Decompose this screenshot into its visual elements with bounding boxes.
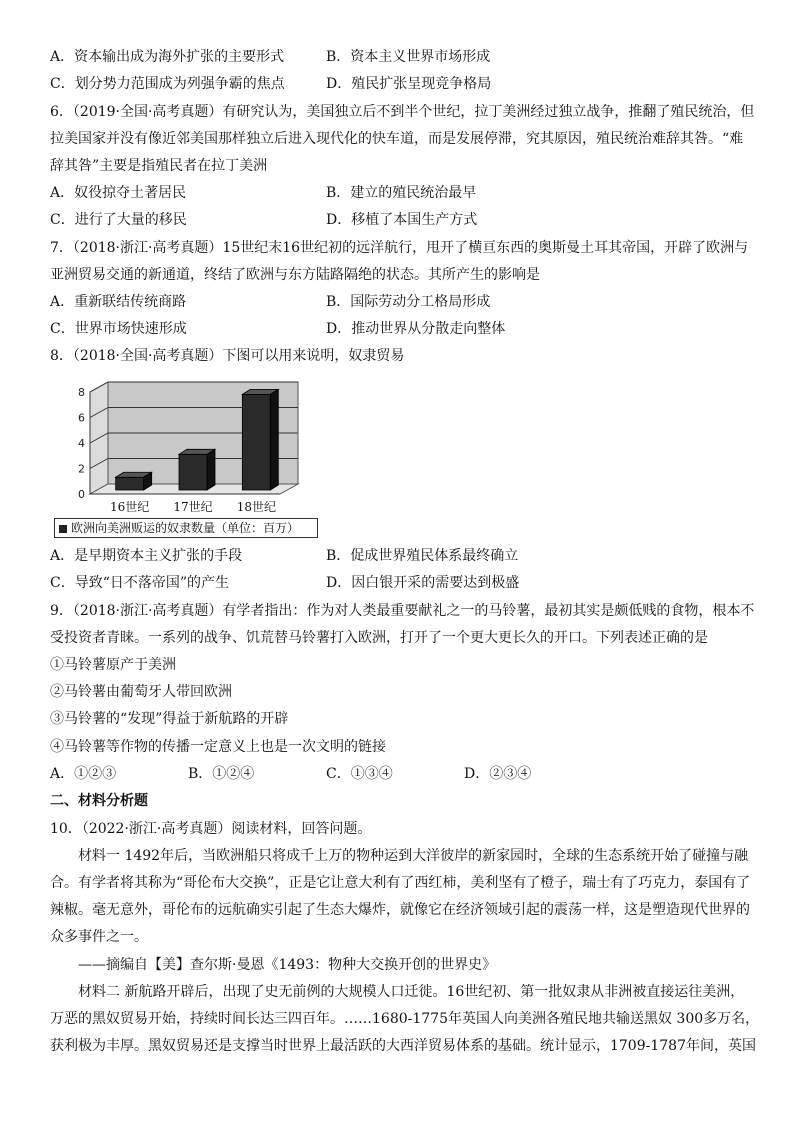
q7-option-a[interactable]: A．重新联结传统商路 <box>50 294 187 310</box>
q9-statement-2: ②马铃薯由葡萄牙人带回欧洲 <box>50 684 232 700</box>
q9-option-a[interactable]: A．①②③ <box>50 766 117 782</box>
chart-y-tick-label: 4 <box>78 437 85 450</box>
chart-bar <box>242 394 270 490</box>
chart-y-tick-label: 6 <box>78 411 85 425</box>
q10-material2-line-3: 获利极为丰厚。黑奴贸易还是支撑当时世界上最活跃的大西洋贸易体系的基础。统计显示，1709-1787年间，英国 <box>50 1038 756 1054</box>
chart-bar-side <box>270 389 278 490</box>
q8-options-row-1 <box>50 546 760 568</box>
q6-stem-line-3: 辞其咎”主要是指殖民者在拉丁美洲 <box>50 158 268 174</box>
q9-option-d[interactable]: D．②③④ <box>464 766 532 782</box>
q7-stem-line-2: 亚洲贸易交通的新通道，终结了欧洲与东方陆路隔绝的状态。其所产生的影响是 <box>50 267 540 283</box>
q9-statement-3: ③马铃薯的“发现”得益于新航路的开辟 <box>50 711 289 727</box>
q5-options-row-2 <box>50 74 760 96</box>
section-heading: 二、材料分析题 <box>50 793 148 809</box>
q7-option-b[interactable]: B．国际劳动分工格局形成 <box>326 294 491 310</box>
q5-options-row-1 <box>50 47 760 69</box>
q5-option-d[interactable]: D．殖民扩张呈现竞争格局 <box>326 76 492 92</box>
chart-legend <box>54 518 318 538</box>
q7-options-row-2 <box>50 319 760 341</box>
q7-stem-line-1: 7．（2018·浙江·高考真题）15世纪末16世纪初的远洋航行，甩开了横亘东西的奥斯曼土耳其帝国，开辟了欧洲与 <box>50 240 749 256</box>
q10-material1-line-2: 合。有学者将其称为“哥伦布大交换”，正是它让意大利有了西红柿，美利坚有了橙子，瑞士有了巧克力，泰国有了 <box>50 875 751 891</box>
q10-material1-line-4: 众多事件之一。 <box>50 929 148 945</box>
chart-y-tick-label: 0 <box>78 488 85 501</box>
q6-option-c[interactable]: C．进行了大量的移民 <box>50 212 187 228</box>
q9-statement-1: ①马铃薯原产于美洲 <box>50 657 176 673</box>
chart-bar-side <box>207 449 215 490</box>
q8-stem-line-1: 8．（2018·全国·高考真题）下图可以用来说明，奴隶贸易 <box>50 348 405 364</box>
q8-option-d[interactable]: D．因白银开采的需要达到极盛 <box>326 575 520 591</box>
q8-option-c[interactable]: C．导致“日不落帝国”的产生 <box>50 575 230 591</box>
q8-option-b[interactable]: B．促成世界殖民体系最终确立 <box>326 548 519 564</box>
q9-statement-4: ④马铃薯等作物的传播一定意义上也是一次文明的链接 <box>50 739 386 755</box>
q9-option-b[interactable]: B．①②④ <box>188 766 255 782</box>
q7-option-c[interactable]: C．世界市场快速形成 <box>50 321 187 337</box>
chart-svg <box>50 376 310 516</box>
legend-swatch <box>59 525 67 533</box>
q9-option-c[interactable]: C．①③④ <box>326 766 393 782</box>
q7-option-d[interactable]: D．推动世界从分散走向整体 <box>326 321 506 337</box>
chart-x-tick-label: 18世纪 <box>236 500 276 514</box>
q10-source: ——摘编自【美】查尔斯·曼恩《1493：物种大交换开创的世界史》 <box>78 957 497 973</box>
q10-stem-line-1: 10．（2022·浙江·高考真题）阅读材料，回答问题。 <box>50 821 372 837</box>
chart-y-tick-label: 2 <box>78 462 85 476</box>
q6-option-a[interactable]: A．奴役掠夺土著居民 <box>50 185 187 201</box>
q6-options-row-2 <box>50 210 760 232</box>
q10-material2-line-1: 材料二 新航路开辟后，出现了史无前例的大规模人口迁徙。16世纪初、第一批奴隶从非洲被直接运往美洲， <box>78 984 745 1000</box>
slave-trade-chart <box>50 376 310 540</box>
q8-options-row-2 <box>50 573 760 595</box>
q5-option-a[interactable]: A．资本输出成为海外扩张的主要形式 <box>50 49 285 65</box>
q10-material2-line-2: 万恶的黑奴贸易开始，持续时间长达三四百年。……1680-1775年英国人向美洲各殖民地共输送黑奴 300多万名， <box>50 1011 760 1027</box>
chart-bar <box>179 454 207 490</box>
chart-y-tick-label: 8 <box>78 386 85 399</box>
q10-material1-line-1: 材料一 1492年后，当欧洲船只将成千上万的物种运到大洋彼岸的新家园时，全球的生态系统开始了碰撞与融 <box>78 848 749 864</box>
q5-option-c[interactable]: C．划分势力范围成为列强争霸的焦点 <box>50 76 285 92</box>
q7-options-row-1 <box>50 292 760 314</box>
chart-x-tick-label: 16世纪 <box>110 500 150 514</box>
q10-material1-line-3: 辣椒。毫无意外，哥伦布的远航确实引起了生态大爆炸，就像它在经济领域引起的震荡一样，这是塑造现代世界的 <box>50 902 750 918</box>
chart-x-tick-label: 17世纪 <box>173 500 213 514</box>
q6-option-b[interactable]: B．建立的殖民统治最早 <box>326 185 477 201</box>
q9-stem-line-2: 受投资者青睐。一系列的战争、饥荒替马铃薯打入欧洲，打开了一个更大更长久的开口。下列表述正确的是 <box>50 630 708 646</box>
q8-option-a[interactable]: A．是早期资本主义扩张的手段 <box>50 548 243 564</box>
q5-option-b[interactable]: B．资本主义世界市场形成 <box>326 49 491 65</box>
q6-options-row-1 <box>50 183 760 205</box>
chart-bar <box>116 477 144 490</box>
q9-options-row <box>50 764 760 786</box>
legend-label: 欧洲向美洲贩运的奴隶数量（单位：百万） <box>71 521 300 535</box>
q6-option-d[interactable]: D．移植了本国生产方式 <box>326 212 478 228</box>
q9-stem-line-1: 9．（2018·浙江·高考真题）有学者指出：作为对人类最重要献礼之一的马铃薯，最初其实是颇低贱的食物，根本不 <box>50 603 755 619</box>
q6-stem-line-2: 拉美国家并没有像近邻美国那样独立后进入现代化的快车道，而是发展停滞，究其原因，殖民统治难辞其咎。“难 <box>50 131 744 147</box>
q6-stem-line-1: 6．（2019·全国·高考真题）有研究认为，美国独立后不到半个世纪，拉丁美洲经过独立战争，推翻了殖民统治，但 <box>50 104 755 120</box>
